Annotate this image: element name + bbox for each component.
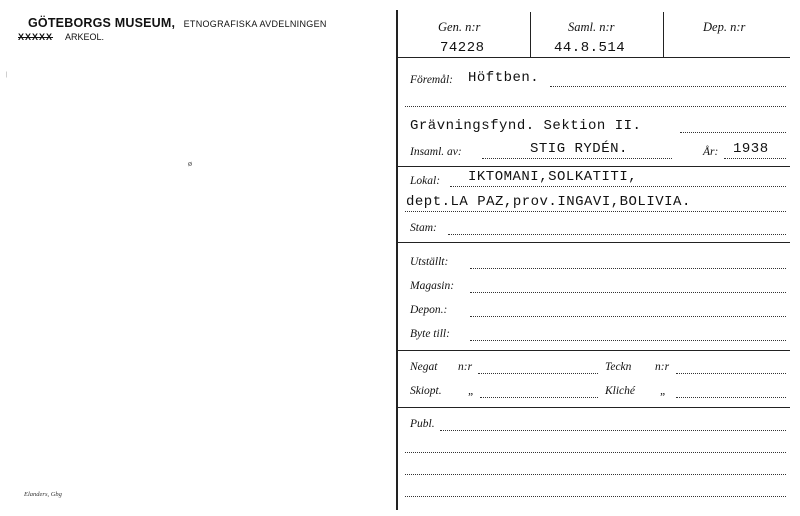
find-line: Grävningsfynd. Sektion II. xyxy=(410,118,642,134)
teckn-dotted-line xyxy=(676,373,786,374)
printer-note: Elanders, Gbg xyxy=(24,491,62,498)
skiopt-dotted-line xyxy=(480,397,598,398)
foremal-value: Höftben. xyxy=(468,70,540,86)
depon-label: Depon.: xyxy=(410,304,448,316)
section-name: ARKEOL. xyxy=(65,32,105,42)
teckn-nr: n:r xyxy=(655,361,670,373)
section-rule xyxy=(398,242,790,243)
section-rule xyxy=(398,407,790,408)
top-box-separator xyxy=(663,12,664,57)
dotted-line xyxy=(405,452,786,453)
utstallt-dotted-line xyxy=(470,268,786,269)
negat-nr: n:r xyxy=(458,361,473,373)
dotted-line xyxy=(405,474,786,475)
dotted-line xyxy=(405,106,786,107)
foremal-label: Föremål: xyxy=(410,74,454,86)
find-dotted-line xyxy=(680,132,786,133)
skiopt-label: Skiopt. xyxy=(410,385,442,397)
utstallt-label: Utställt: xyxy=(410,256,449,268)
lokal-line-2: dept.LA PAZ,prov.INGAVI,BOLIVIA. xyxy=(406,194,691,210)
struck-text: XXXXX xyxy=(18,32,54,42)
insaml-dotted-line xyxy=(482,158,672,159)
stam-label: Stam: xyxy=(410,222,437,234)
lokal-dotted-line xyxy=(450,186,786,187)
top-box-separator xyxy=(530,12,531,57)
depon-dotted-line xyxy=(470,316,786,317)
dotted-line xyxy=(405,211,786,212)
lokal-label: Lokal: xyxy=(410,175,441,187)
kliche-label: Kliché xyxy=(605,385,636,397)
museum-header xyxy=(28,14,327,32)
publ-dotted-line xyxy=(440,430,786,431)
teckn-label: Teckn xyxy=(605,361,632,373)
negat-dotted-line xyxy=(478,373,598,374)
dotted-line xyxy=(405,496,786,497)
kliche-dotted-line xyxy=(676,397,786,398)
insaml-value: STIG RYDÉN. xyxy=(530,141,628,157)
department-name: ETNOGRAFISKA AVDELNINGEN xyxy=(183,19,327,29)
foremal-dotted-line xyxy=(550,86,786,87)
saml-label: Saml. n:r xyxy=(568,20,615,34)
stam-dotted-line xyxy=(448,234,786,235)
kliche-ditto: „ xyxy=(660,385,667,397)
insaml-label: Insaml. av: xyxy=(410,146,462,158)
skiopt-ditto: „ xyxy=(468,385,475,397)
gen-value: 74228 xyxy=(440,40,485,56)
byte-dotted-line xyxy=(470,340,786,341)
magasin-label: Magasin: xyxy=(410,280,455,292)
saml-value: 44.8.514 xyxy=(554,40,626,56)
section-rule xyxy=(398,350,790,351)
section-rule xyxy=(398,166,790,167)
top-box-bottom-rule xyxy=(398,57,790,58)
byte-label: Byte till: xyxy=(410,328,450,340)
card-divider xyxy=(396,10,398,510)
magasin-dotted-line xyxy=(470,292,786,293)
dep-label: Dep. n:r xyxy=(703,20,746,34)
stray-mark: ø xyxy=(188,159,192,168)
negat-label: Negat xyxy=(410,361,438,373)
gen-label: Gen. n:r xyxy=(438,20,481,34)
publ-label: Publ. xyxy=(410,418,435,430)
ar-value: 1938 xyxy=(733,141,769,157)
lokal-value: IKTOMANI,SOLKATITI, xyxy=(468,169,638,185)
section-header xyxy=(18,32,104,42)
ar-dotted-line xyxy=(724,158,786,159)
museum-name: GÖTEBORGS MUSEUM, xyxy=(28,16,176,30)
margin-mark: | xyxy=(6,72,8,78)
ar-label: År: xyxy=(703,146,719,158)
